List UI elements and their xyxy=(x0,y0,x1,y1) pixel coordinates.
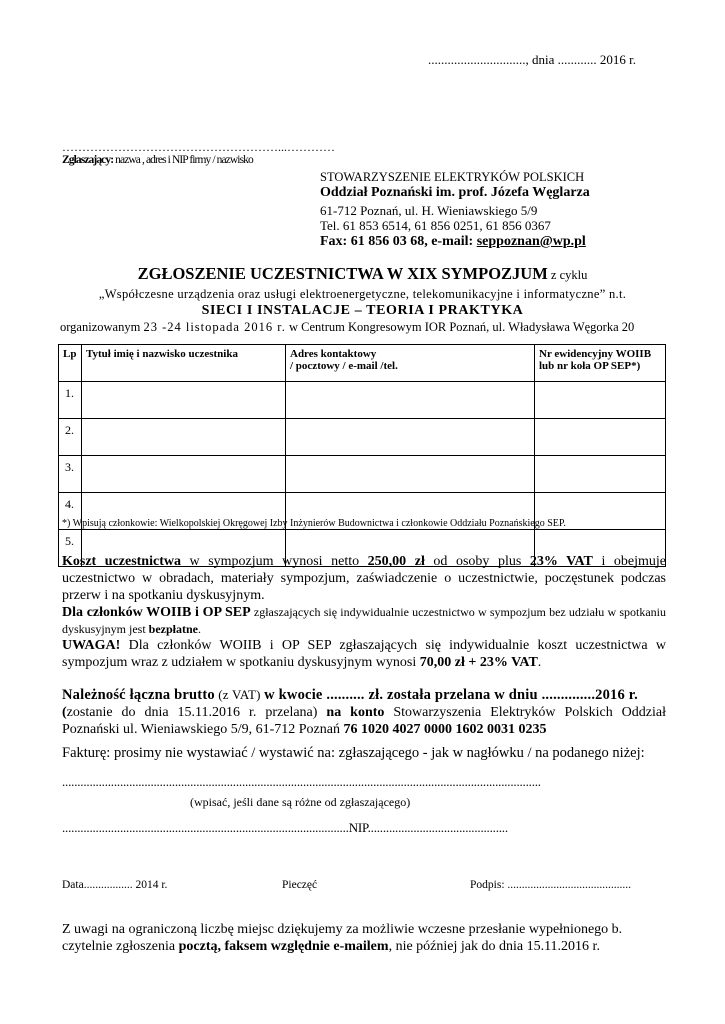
notice-end: . xyxy=(537,655,542,670)
payment-line-1 xyxy=(62,686,666,704)
organized-prefix: organizowanym xyxy=(60,320,144,334)
sender-dots: ………………………………………………...………… xyxy=(62,140,335,154)
payment-account-number: 76 1020 4027 0000 1602 0031 0235 xyxy=(343,722,547,737)
header-address: Adres kontaktowy / pocztowy / e-mail /tel. xyxy=(286,345,535,382)
org-email-link[interactable]: seppoznan@wp.pl xyxy=(476,234,586,249)
cost-text-2: od osoby plus xyxy=(424,554,530,569)
payment-account-label: na konto xyxy=(326,705,385,720)
organized-dates: 23 -24 listopada 2016 r. xyxy=(143,320,286,334)
form-title xyxy=(0,264,725,284)
name-cell[interactable] xyxy=(82,382,286,419)
members-free-paragraph xyxy=(62,604,666,638)
sender-label-rest: nazwa , adres i NIP firmy / nazwisko xyxy=(113,154,253,166)
form-title-suffix: z cyklu xyxy=(547,268,588,282)
payment-amount-date: w kwocie .......... zł. została przelana w dniu ..............2016 r. xyxy=(264,687,638,703)
form-title-main: ZGŁOSZENIE UCZESTNICTWA W XIX SYMPOZJUM xyxy=(137,264,548,283)
members-text: zgłaszających się indywidualnie uczestnictwo w sympozjum bez udziału w spotkaniu dyskusyjnym jest xyxy=(62,605,667,636)
notice-paragraph xyxy=(62,637,666,671)
name-cell[interactable] xyxy=(82,456,286,493)
table-row xyxy=(59,456,666,493)
invoice-details-field[interactable]: ............................................................................................................................................................. xyxy=(62,774,541,789)
row-number: 4. xyxy=(59,493,82,530)
org-phone: Tel. 61 853 6514, 61 856 0251, 61 856 0367 xyxy=(320,218,551,233)
payment-paragraph xyxy=(62,686,666,738)
organized-line xyxy=(60,320,634,335)
table-row xyxy=(59,419,666,456)
closing-channels: pocztą, faksem względnie e-mailem xyxy=(178,939,389,954)
date-field[interactable]: Data................. 2014 r. xyxy=(62,879,168,891)
table-row xyxy=(59,382,666,419)
cost-text-1: w sympozjum wynosi netto xyxy=(180,554,368,569)
cost-vat: 23% VAT xyxy=(529,554,593,569)
closing-note xyxy=(62,921,666,955)
invoice-instruction: Fakturę: prosimy nie wystawiać / wystawić na: zgłaszającego - jak w nagłówku / na podanego niżej: xyxy=(62,745,645,761)
address-cell[interactable] xyxy=(286,419,535,456)
sender-label-bold: Zgłaszający: xyxy=(62,154,114,166)
date-line: .............................., dnia ............ 2016 r. xyxy=(428,52,636,67)
org-fax: Fax: 61 856 03 68, e-mail: xyxy=(320,234,477,249)
org-name: STOWARZYSZENIE ELEKTRYKÓW POLSKICH xyxy=(320,170,585,184)
header-id-number: Nr ewidencyjny WOIIB lub nr koła OP SEP*) xyxy=(535,345,666,382)
payment-paren: ( xyxy=(62,705,67,720)
notice-label: UWAGA! xyxy=(62,638,121,653)
name-cell[interactable] xyxy=(82,419,286,456)
participants-table xyxy=(58,344,666,567)
id-number-cell[interactable] xyxy=(535,382,666,419)
nip-field[interactable]: ..............................................................................................NIP.............................................. xyxy=(62,820,508,835)
payment-line-2 xyxy=(62,704,666,738)
members-end: . xyxy=(198,622,202,636)
closing-deadline: , nie później jak do dnia 15.11.2016 r. xyxy=(388,939,600,954)
closing-text: Z uwagi na ograniczoną liczbę miejsc dziękujemy za możliwie wczesne przesłanie wypełnionego b. czytelnie zgłoszenia xyxy=(62,922,623,954)
address-cell[interactable] xyxy=(286,382,535,419)
notice-amount: 70,00 zł + 23% VAT xyxy=(419,655,538,670)
free-label: bezpłatne xyxy=(148,622,199,636)
signature-field[interactable]: Podpis: ........................................... xyxy=(470,879,632,891)
payment-vat-note: (z VAT) xyxy=(214,687,265,702)
row-number: 3. xyxy=(59,456,82,493)
sender-hint xyxy=(62,154,253,166)
organized-venue: w Centrum Kongresowym IOR Poznań, ul. Władysława Węgorka 20 xyxy=(285,320,635,334)
address-cell[interactable] xyxy=(286,456,535,493)
symposium-topic: SIECI I INSTALACJE – TEORIA I PRAKTYKA xyxy=(201,303,524,318)
id-number-cell[interactable] xyxy=(535,419,666,456)
form-subtitle: „Współczesne urządzenia oraz usługi elektroenergetyczne, telekomunikacyjne i informatyczne” n.t. xyxy=(98,287,627,301)
table-header-row xyxy=(59,345,666,382)
stamp-label: Pieczęć xyxy=(282,879,318,891)
cost-paragraph xyxy=(62,553,666,604)
id-number-cell[interactable] xyxy=(535,456,666,493)
row-number: 5. xyxy=(59,530,82,567)
row-number: 1. xyxy=(59,382,82,419)
payment-total-label: Należność łączna brutto xyxy=(62,687,215,703)
payment-recipient: Stowarzyszenia Elektryków Polskich Oddział Poznański ul. Wieniawskiego 5/9, 61-712 Poznań xyxy=(62,705,666,737)
cost-amount: 250,00 zł xyxy=(367,554,425,569)
table-footnote: *) Wpisują członkowie: Wielkopolskiej Okręgowej Izby Inżynierów Budownictwa i członkowie Oddziału Poznańskiego SEP. xyxy=(62,518,566,529)
header-name: Tytuł imię i nazwisko uczestnika xyxy=(82,345,286,382)
row-number: 2. xyxy=(59,419,82,456)
notice-text: Dla członków WOIIB i OP SEP zgłaszających się indywidualnie koszt uczestnictwa w sympozjum wraz z udziałem w spotkaniu dyskusyjnym wynosi xyxy=(62,638,666,670)
cost-label: Koszt uczestnictwa xyxy=(62,554,181,569)
cost-text-3: i obejmuje uczestnictwo w obradach, materiały sympozjum, zaświadczenie o uczestnictwie, poczęstunek podczas przerw i na spotkaniu dyskusyjnym. xyxy=(62,554,667,603)
payment-deadline: zostanie do dnia 15.11.2016 r. przelana) xyxy=(66,705,327,720)
members-label: Dla członków WOIIB i OP SEP xyxy=(62,605,251,620)
org-branch: Oddział Poznański im. prof. Józefa Węglarza xyxy=(320,185,590,200)
org-address: 61-712 Poznań, ul. H. Wieniawskiego 5/9 xyxy=(320,203,538,218)
org-fax-email xyxy=(320,234,586,250)
header-lp: Lp xyxy=(59,345,82,382)
invoice-hint: (wpisać, jeśli dane są różne od zgłaszającego) xyxy=(190,795,411,809)
